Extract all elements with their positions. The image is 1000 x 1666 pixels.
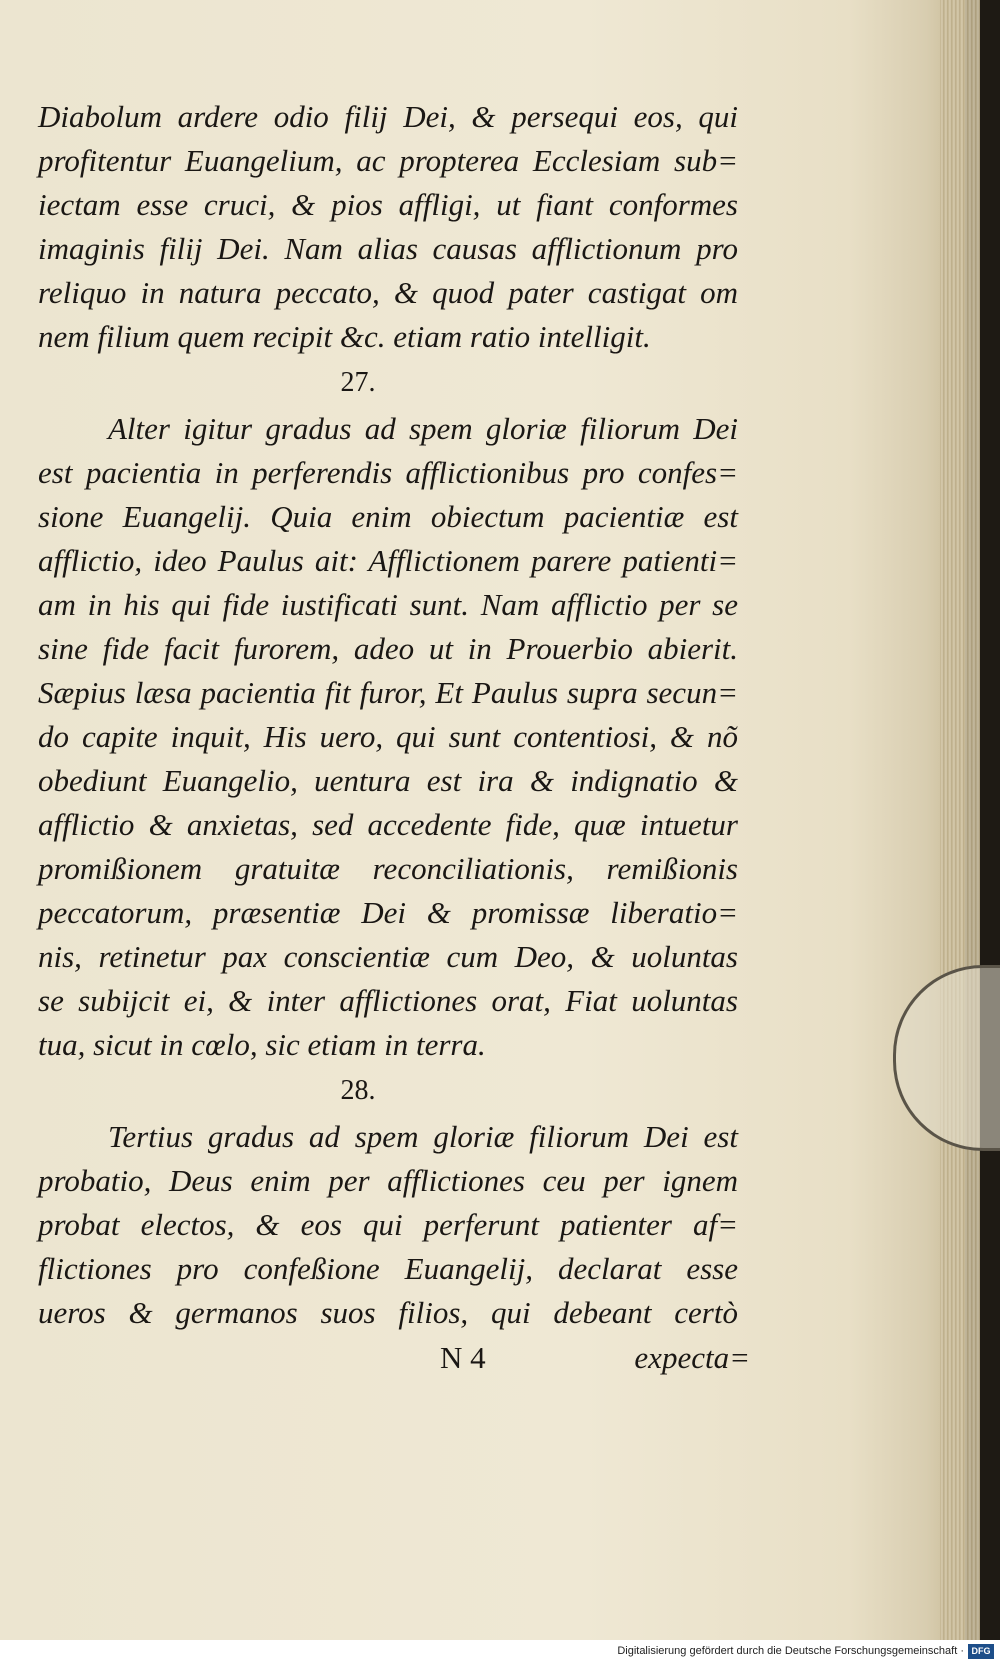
text-line: ueros & germanos suos filios, qui debeant certò bbox=[38, 1295, 738, 1330]
text-line: sine fide facit furorem, adeo ut in Prouerbio abierit. bbox=[38, 631, 738, 666]
text-line: nem filium quem recipit &c. etiam ratio intelligit. bbox=[38, 319, 651, 354]
signature-mark: N 4 bbox=[440, 1340, 486, 1375]
text-line: tua, sicut in cœlo, sic etiam in terra. bbox=[38, 1027, 486, 1062]
text-line: Diabolum ardere odio filij Dei, & persequi eos, qui bbox=[38, 99, 738, 134]
funding-credit: Digitalisierung gefördert durch die Deutsche Forschungsgemeinschaft · bbox=[617, 1645, 964, 1657]
text-line: Alter igitur gradus ad spem gloriæ filiorum Dei bbox=[108, 411, 738, 446]
section-number: 28. bbox=[340, 1075, 376, 1106]
text-line: imaginis filij Dei. Nam alias causas afflictionum pro bbox=[38, 231, 738, 266]
text-line: se subijcit ei, & inter afflictiones orat, Fiat uoluntas bbox=[38, 983, 738, 1018]
text-line: probat electos, & eos qui perferunt patienter af= bbox=[38, 1207, 738, 1242]
text-line: Sæpius læsa pacientia fit furor, Et Paulus supra secun= bbox=[38, 675, 738, 710]
text-line: nis, retinetur pax conscientiæ cum Deo, & uoluntas bbox=[38, 939, 738, 974]
text-line: afflictio & anxietas, sed accedente fide, quæ intuetur bbox=[38, 807, 738, 842]
text-line: peccatorum, præsentiæ Dei & promissæ liberatio= bbox=[38, 895, 738, 930]
text-line: Tertius gradus ad spem gloriæ filiorum Dei est bbox=[108, 1119, 738, 1154]
text-line: probatio, Deus enim per afflictiones ceu per ignem bbox=[38, 1163, 738, 1198]
text-line: sione Euangelij. Quia enim obiectum pacientiæ est bbox=[38, 499, 738, 534]
text-line: profitentur Euangelium, ac propterea Ecclesiam sub= bbox=[38, 143, 738, 178]
page-fore-edge bbox=[940, 0, 980, 1640]
page-holder-clip bbox=[893, 965, 1000, 1151]
text-line: flictiones pro confeßione Euangelij, declarat esse bbox=[38, 1251, 738, 1286]
page-catchline bbox=[440, 1340, 750, 1376]
page-text bbox=[38, 95, 738, 1335]
catchword: expecta= bbox=[634, 1340, 750, 1375]
dfg-logo-icon: DFG bbox=[968, 1644, 994, 1659]
text-line: obediunt Euangelio, uentura est ira & indignatio & bbox=[38, 763, 738, 798]
text-line: reliquo in natura peccato, & quod pater castigat om bbox=[38, 275, 738, 310]
text-line: est pacientia in perferendis afflictionibus pro confes= bbox=[38, 455, 738, 490]
text-line: am in his qui fide iustificati sunt. Nam afflictio per se bbox=[38, 587, 738, 622]
text-line: promißionem gratuitæ reconciliationis, remißionis bbox=[38, 851, 738, 886]
text-line: afflictio, ideo Paulus ait: Afflictionem parere patienti= bbox=[38, 543, 738, 578]
section-number: 27. bbox=[340, 367, 376, 398]
text-line: iectam esse cruci, & pios affligi, ut fiant conformes bbox=[38, 187, 738, 222]
text-line: do capite inquit, His uero, qui sunt contentiosi, & nõ bbox=[38, 719, 738, 754]
digitization-footer bbox=[0, 1640, 1000, 1666]
